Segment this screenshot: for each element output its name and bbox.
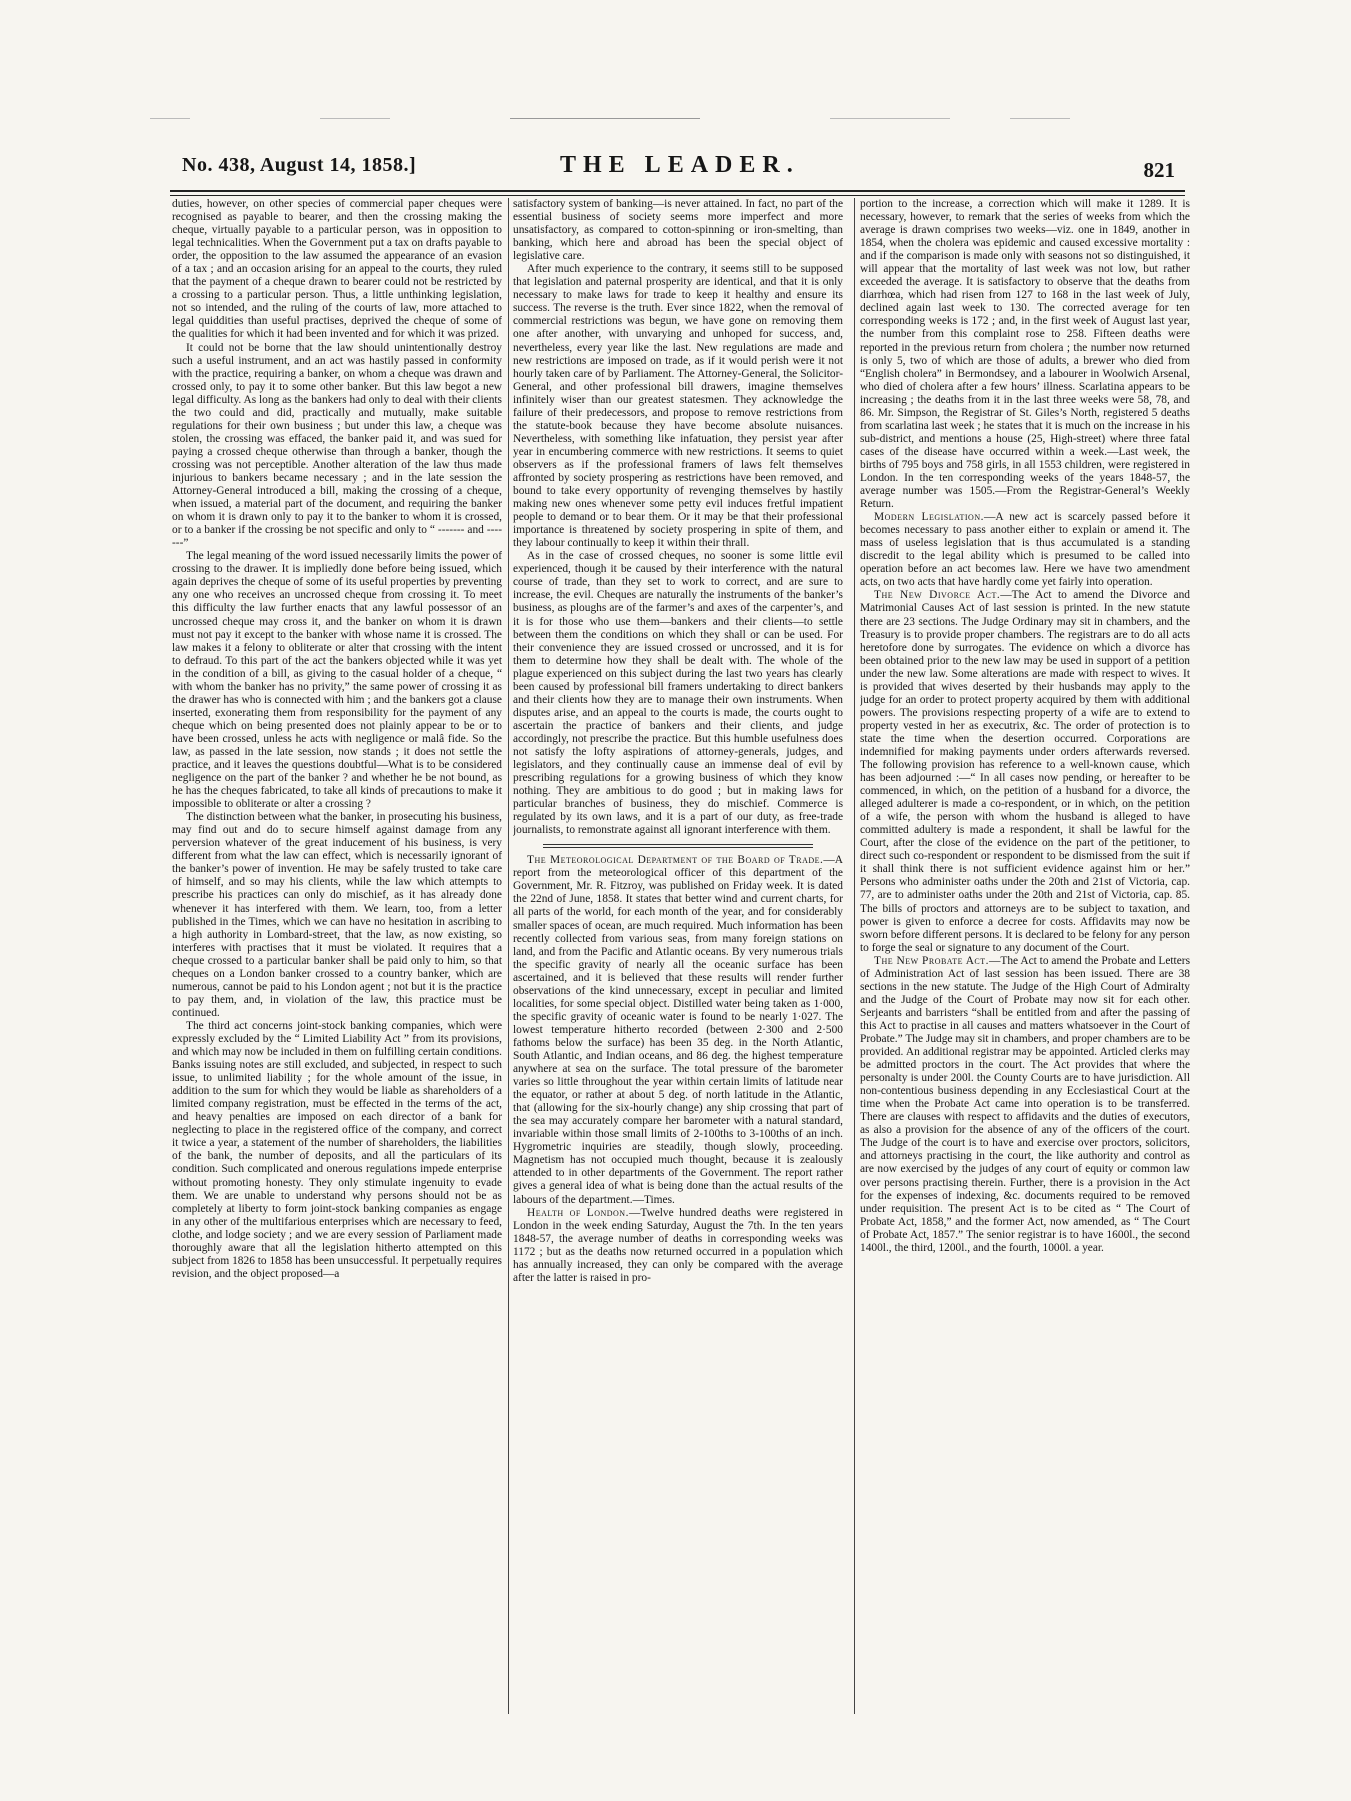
column-rule [508,198,509,1714]
article-body: portion to the increase, a correction which will make it 1289. It is necessary, however, to remark that the series of weeks from which the average is drawn comprises two weeks—viz. one in 1849, another in 1854, when the cholera was epidemic and caused excessive mortality : and if the comparison is made only with seasons not so distinguished, it will appear that the mortality of last week was not low, but rather exceeded the average. It is satisfactory to observe that the deaths from diarrhœa, which had risen from 127 to 168 in the last week of July, declined again last week to 130. The corrected average for ten corresponding weeks is 172 ; and, in the first week of August last year, the number from this complaint rose to 258. Fifteen deaths were reported in the previous return from cholera ; the number now returned is only 5, two of which are those of adults, a brewer who died from “English cholera” in Bermondsey, and a labourer in Woolwich Arsenal, who died of cholera after a few hours’ illness. Scarlatina appears to be increasing ; the deaths from it in the last three weeks were 58, 78, and 86. Mr. Simpson, the Registrar of St. Giles’s North, registered 5 deaths from scarlatina last week ; he states that it is much on the increase in his sub-district, and mentions a house (25, High-street) where three fatal cases of the disease have occurred within a week.—Last week, the births of 795 boys and 758 girls, in all 1553 children, were registered in London. In the ten corresponding weeks of the years 1848-57, the average number was 1505.—From the Registrar-General’s Weekly Return. [860,198,1190,511]
page-header [170,150,1190,188]
article-lead: Health of London. [527,1206,629,1219]
paragraph: After much experience to the contrary, it seems still to be supposed that legislation and paternal prosperity are identical, and that it is only necessary to make laws for trade to keep it healthy and ensure its success. The reverse is the truth. Ever since 1822, when the removal of commercial restrictions was begun, we have gone on removing them one after another, with unvarying and unhoped for success, and, nevertheless, every year like the last. New regulations are made and new restrictions are imposed on trade, as if it would perish were it not hourly taken care of by Parliament. The Attorney-General, the Solicitor-General, and other professional bill drawers, imagine themselves infinitely wiser than our greatest statesmen. They acknowledge the failure of their predecessors, and propose to remove restrictions from the statute-book because they have become absolute nuisances. Nevertheless, with something like infatuation, they persist year after year in encumbering commerce with new restrictions. It seems to quiet observers as if the professional framers of laws felt themselves affronted by society prospering as restrictions have been removed, and bound to take every opportunity of revenging themselves by hastily making new ones whenever some petty evil induces fretful impatient people to demand or to bear them. Or it may be that their professional importance is threatened by society prospering in spite of them, and they labour continually to keep it within their thrall. [513,263,843,550]
column-2 [513,198,843,1718]
article-body: —Twelve hundred deaths were registered in London in the week ending Saturday, August the 7th. In the ten years 1848-57, the average number of deaths in corresponding weeks was 1172 ; but as the deaths now returned occurred in a population which has annually increased, they can only be compared with the average after the latter is raised in pro- [513,1206,843,1284]
article-meteorological [513,854,843,1206]
article-body: —A new act is scarcely passed before it becomes necessary to pass another either to explain or amend it. The mass of useless legislation that is thus accumulated is a standing discredit to the legal ability which is presumed to be called into operation before an act becomes law. Here we have two amendment acts, on two acts that have hardly come yet fairly into operation. [860,511,1190,589]
article-modern-legislation [860,511,1190,589]
paragraph: satisfactory system of banking—is never attained. In fact, no part of the essential business of society seems more imperfect and more unsatisfactory, as compared to cotton-spinning or iron-smelting, than banking, which here and abroad has been the special object of legislative care. [513,198,843,263]
paragraph: The legal meaning of the word issued necessarily limits the power of crossing to the drawer. It is impliedly done before being issued, which again deprives the cheque of some of its useful properties by preventing any one who receives an uncrossed cheque from crossing it. To meet this difficulty the law further enacts that any lawful possessor of an uncrossed cheque may cross it, and the banker on whom it is drawn must not pay it except to the banker with whose name it is crossed. The law makes it a felony to obliterate or alter that crossing with the intent to defraud. To this part of the act the bankers objected while it was yet in the condition of a bill, as giving to the casual holder of a cheque, “ with whom the banker has no privity,” the same power of crossing it as the drawer has who is connected with him ; and the bankers got a clause inserted, exonerating them from responsibility for the payment of any cheque which on being presented does not plainly appear to be or to have been crossed, unless he acts with negligence or malâ fide. So the law, as passed in the late session, now stands ; it does not settle the practice, and it leaves the questions doubtful—What is to be considered negligence on the part of the banker ? and whether he be not bound, as he has the cheques fabricated, to take all kinds of precautions to make it impossible to obliterate or alter a crossing ? [172,550,502,811]
article-probate-act [860,955,1190,1255]
article-lead: The Meteorological Department of the Board of Trade. [527,854,824,867]
article-divorce-act [860,589,1190,954]
column-rule [854,198,855,1714]
article-continuation [860,198,1190,511]
paragraph: It could not be borne that the law should unintentionally destroy such a useful instrument, and an act was hastily passed in conformity with the practice, requiring a banker, on whom a cheque was drawn and crossed only, to pay it to some other banker. But this law begot a new legal difficulty. As long as the bankers had only to deal with their clients the two could and did, practically and mutually, make suitable regulations for their own business ; but under this law, a cheque was stolen, the crossing was effaced, the banker paid it, and was sued for paying a crossed cheque otherwise than through a banker, though the crossing was not perceptible. Another alteration of the law thus made injurious to bankers became necessary ; and in the late session the Attorney-General introduced a bill, making the crossing of a cheque, when issued, a material part of the document, and requiring the banker on whom it is drawn only to pay it to the banker to whom it is crossed, or to a banker if the crossing be not specific and only to “ ------- and -------” [172,341,502,550]
article-body: —The Act to amend the Probate and Letters of Administration Act of last session has been issued. There are 38 sections in the new statute. The Judge of the High Court of Admiralty and the Judge of the Court of Probate may now sit for each other. Serjeants and barristers “shall be entitled from and after the passing of this Act to practise in all causes and matters whatsoever in the Court of Probate.” The Judge may sit in chambers, and proper chambers are to be provided. An additional registrar may be appointed. Articled clerks may be admitted proctors in the court. The Act provides that where the personalty is under 200l. the County Courts are to have jurisdiction. All non-contentious business depending in any Ecclesiastical Court at the time when the Probate Act came into operation is to be transferred. There are clauses with respect to affidavits and the duties of executors, as also a provision for the absence of any of the officers of the court. The Judge of the court is to have and exercise over proctors, solicitors, and attorneys practising in the court, the like authority and control as are now exercised by the judges of any court of equity or common law over persons practising therein. Further, there is a provision in the Act for the expenses of indexing, &c. documents required to be removed under requisition. The present Act is to be cited as “ The Court of Probate Act, 1858,” and the former Act, now amended, as “ The Court of Probate Act, 1857.” The senior registrar is to have 1600l., the second 1400l., the third, 1200l., and the fourth, 1000l. a year. [860,954,1190,1254]
article-lead: Modern Legislation. [874,511,984,524]
header-rule [170,190,1185,196]
paragraph: The distinction between what the banker, in prosecuting his business, may find out and do to secure himself against damage from any perversion whatever of the great inducement of his business, is very different from what the law can effect, which is necessarily ignorant of the banker’s power of invention. He may be safely trusted to take care of himself, and so may his clients, while the law which attempts to prescribe his practices can only do mischief, as it has already done whenever it has interfered with them. We learn, too, from a letter published in the Times, which we can have no hesitation in ascribing to a high authority in Lombard-street, that the law, as now existing, so interferes with practises that it must be violated. It requires that a cheque crossed to a particular banker shall be paid only to him, so that cheques on a London banker crossed to a country banker, which are numerous, cannot be paid to his London agent ; not but it is the practice to pay them, and, in violation of the law, this practice must be continued. [172,811,502,1019]
article-body: —A report from the meteorological officer of this department of the Government, Mr. R. Fitzroy, was published on Friday week. It is dated the 22nd of June, 1858. It states that better wind and current charts, for all parts of the world, for each month of the year, and for considerably smaller spaces of ocean, are much required. Much information has been recently collected from various seas, from many foreign stations on land, and from the Pacific and Atlantic oceans. By very numerous trials the specific gravity of nearly all the oceanic surface has been ascertained, and it is believed that these results will render further observations of the kind unnecessary, except in peculiar and limited localities, for some special object. Distilled water being taken as 1·000, the specific gravity of oceanic water is found to be nearly 1·027. The lowest temperature hitherto recorded (between 2·300 and 2·500 fathoms below the surface) has been 35 deg. in the North Atlantic, South Atlantic, and Indian oceans, and 86 deg. the highest temperature anywhere at sea on the surface. The total pressure of the barometer varies so little throughout the year within certain limits of latitude near the equator, or rather at about 5 deg. of north latitude in the Atlantic, that (allowing for the six-hourly change) any ship crossing that part of the sea may accurately compare her barometer with a natural standard, invariable within those small limits of 2-100ths to 3-100ths of an inch. Hygrometric inquiries are steadily, though slowly, proceeding. Magnetism has not occupied much thought, because it is zealously attended to in other departments of the Government. The report rather gives a general idea of what is being done than the actual results of the labours of the department.—Times. [513,854,843,1206]
section-separator [543,844,813,848]
page-number: 821 [1143,158,1175,182]
article-body: —The Act to amend the Divorce and Matrimonial Causes Act of last session is printed. In the new statute there are 23 sections. The Judge Ordinary may sit in chambers, and the Treasury is to provide proper chambers. The registrars are to do all acts heretofore done by surrogates. The evidence on which a divorce has been obtained prior to the new law may be used in support of a petition under the new law. Some alterations are made with respect to wives. It is provided that wives deserted by their husbands may apply to the judge for an order to protect property acquired by them with additional powers. The provisions respecting property of a wife are to extend to property vested in her as executrix, &c. The order of protection is to state the time when the desertion occurred. Corporations are indemnified for making payments under orders afterwards reversed. The following provision has reference to a well-known cause, which has been adjourned :—“ In all cases now pending, or hereafter to be commenced, in which, on the petition of a husband for a divorce, the alleged adulterer is made a co-respondent, or in which, on the petition of a wife, the person with whom the husband is alleged to have committed adultery is made a respondent, it shall be lawful for the Court, after the close of the evidence on the part of the petitioner, to direct such co-respondent or respondent to be dismissed from the suit if it shall think there is not sufficient evidence against him or her.” Persons who administer oaths under the 20th and 21st of Victoria, cap. 77, are to administer oaths under the 20th and 21st of Victoria, cap. 85. The bills of proctors and attorneys are to be subject to taxation, and power is given to enforce a decree for costs. Affidavits may now be sworn before different persons. It is declared to be felony for any person to forge the seal or signature to any document of the Court. [860,589,1190,954]
top-margin-marks [130,110,1230,130]
article-lead: The New Divorce Act. [874,589,1001,602]
paragraph: As in the case of crossed cheques, no sooner is some little evil experienced, though it be caused by their interference with the natural course of trade, than they set to work to correct, and are sure to increase, the evil. Cheques are naturally the instruments of the banker’s business, as ploughs are of the farmer’s and axes of the carpenter’s, and it is for those who use them—bankers and their clients—to settle between them the conditions on which they shall or can be used. For their convenience they are issued crossed or uncrossed, and it is for them to determine how they shall be dealt with. The whole of the plague experienced on this subject during the last two years has clearly been caused by professional bill framers undertaking to direct bankers and their clients how they are to manage their own instruments. When disputes arise, and an appeal to the courts is made, the courts ought to ascertain the practice of bankers and their clients, and judge accordingly, not prescribe the practice. But this humble usefulness does not satisfy the lofty aspirations of attorney-generals, judges, and legislators, and they continually cause an immense deal of evil by prescribing regulations for a growing business of which they know nothing. They are ambitious to do good ; but in making laws for particular branches of business, they do mischief. Commerce is regulated by its own laws, and it is a part of our duty, as free-trade journalists, to remonstrate against all ignorant interference with them. [513,550,843,837]
column-1 [172,198,502,1718]
column-3 [860,198,1190,1718]
article-health-of-london [513,1207,843,1285]
issue-date: No. 438, August 14, 1858.] [182,154,417,176]
paragraph: duties, however, on other species of commercial paper cheques were recognised as payable to bearer, and then the crossing making the cheque, virtually payable to a particular person, was in opposition to legal technicalities. When the Government put a tax on drafts payable to order, the opposition to the law assumed the appearance of an evasion of a tax ; and an occasion arising for an appeal to the courts, they ruled that the payment of a cheque drawn to bearer could not be restricted by a crossing to a particular person. Thus, a little unthinking legislation, not so intended, and the ruling of the courts of law, more attached to legal quiddities than useful practises, deprived the cheque of some of the qualities for which it had been invented and for which it was prized. [172,198,502,341]
paragraph: The third act concerns joint-stock banking companies, which were expressly excluded by the “ Limited Liability Act ” from its provisions, and which may now be included in them on fulfilling certain conditions. Banks issuing notes are still excluded, and subjected, in respect to such issue, to unlimited liability ; for the whole amount of the issue, in addition to the sum for which they would be liable as shareholders of a limited company registration, must be effected in the terms of the act, and heavy penalties are imposed on each director of a bank for neglecting to place in the registered office of the company, and correct it twice a year, a statement of the number of shareholders, the liabilities of the bank, the number of deposits, and all the particulars of its condition. Such complicated and onerous regulations impede enterprise without promoting honesty. They only stimulate ingenuity to evade them. We are unable to understand why persons should not be as completely at liberty to form joint-stock banking companies as engage in any other of the multifarious enterprises which are necessary to feed, clothe, and lodge society ; and we are every session of Parliament made thoroughly aware that all the legislation hitherto attempted on this subject from 1826 to 1858 has been unsuccessful. It perpetually requires revision, and the object proposed—a [172,1019,502,1280]
newspaper-title: THE LEADER. [560,152,800,178]
article-lead: The New Probate Act. [874,954,990,967]
